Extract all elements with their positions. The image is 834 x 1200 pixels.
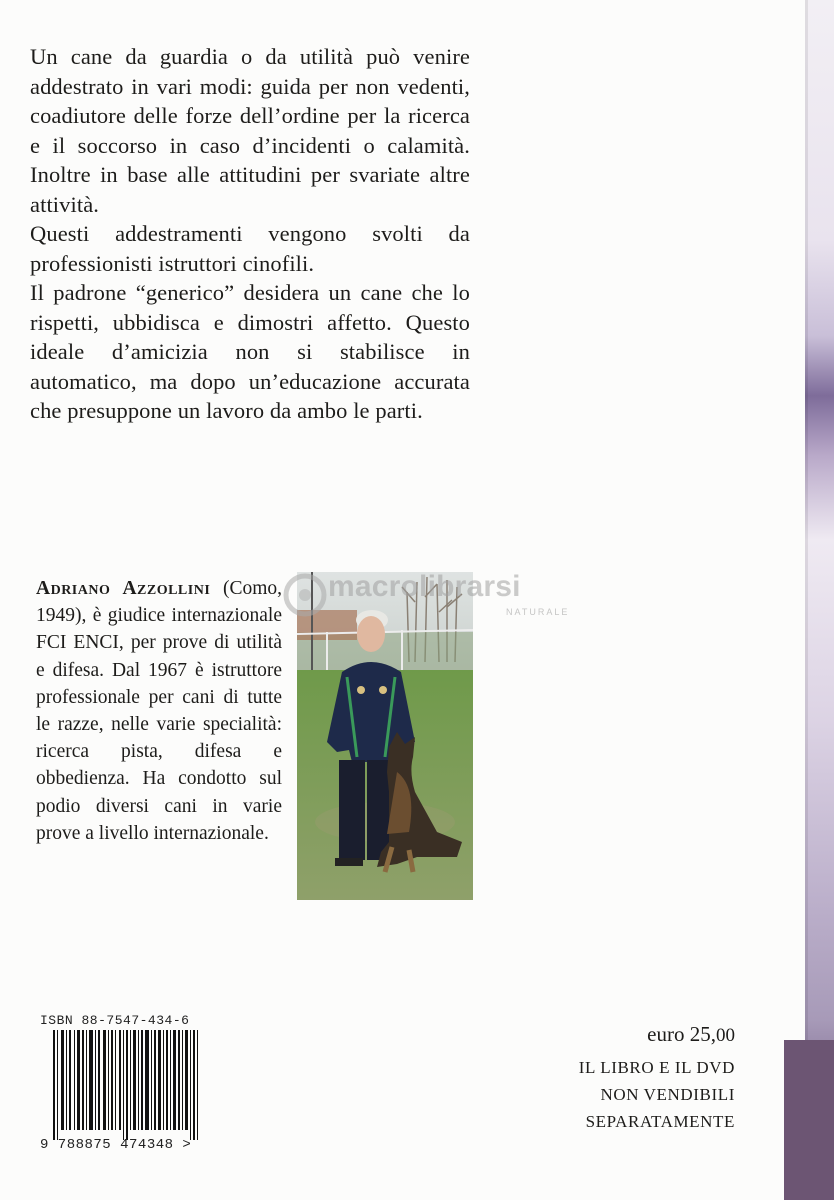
author-name: Adriano Azzollini — [36, 578, 211, 599]
price-cents: 00 — [716, 1025, 735, 1046]
watermark-logo-icon — [282, 572, 328, 618]
author-bio — [36, 575, 282, 847]
watermark — [276, 570, 576, 630]
intro-paragraph-3: Il padrone “generico” desidera un cane che lo rispetti, ubbidisca e dimostri affetto. Questo ideale d’amicizia non si stabilisce in automatico, ma dopo un’educazione accurata che presuppone un lavoro da ambo le parti. — [30, 280, 470, 423]
watermark-brand: macrolibrarsi — [328, 570, 521, 603]
intro-text — [30, 42, 470, 426]
sale-notice — [520, 1054, 735, 1135]
watermark-tagline: NATURALE — [506, 607, 570, 617]
corner-color-block — [784, 1040, 834, 1200]
barcode-icon — [53, 1030, 199, 1140]
notice-line-3: SEPARATAMENTE — [585, 1112, 735, 1131]
isbn-label: ISBN 88-7547-434-6 — [40, 1013, 190, 1028]
notice-line-2: NON VENDIBILI — [600, 1085, 735, 1104]
spine-edge — [805, 0, 808, 1200]
author-bio-text — [36, 575, 282, 847]
price — [540, 1022, 735, 1047]
intro-paragraph-2: Questi addestramenti vengono svolti da professionisti istruttori cinofili. — [30, 221, 470, 276]
spine-strip — [805, 0, 834, 1200]
notice-line-1: IL LIBRO E IL DVD — [578, 1058, 735, 1077]
author-bio-body: (Como, 1949), è giudice internazionale FCI ENCI, per prove di utilità e difesa. Dal 1967 è istruttore professionale per cani di tutte le razze, nelle varie specialità: ricerca pista, difesa e obbedienza. Ha condotto sul podio diversi cani in varie prove a livello internazionale. — [36, 578, 282, 844]
intro-paragraph-1: Un cane da guardia o da utilità può venire addestrato in vari modi: guida per non vedenti, coadiutore delle forze dell’ordine per la ricerca e il soccorso in caso d’incidenti o calamità. Inoltre in base alle attitudini per svariate altre attività. — [30, 44, 470, 217]
price-label: euro 25, — [647, 1022, 716, 1046]
ean-number: 9 788875 474348 > — [40, 1137, 192, 1153]
